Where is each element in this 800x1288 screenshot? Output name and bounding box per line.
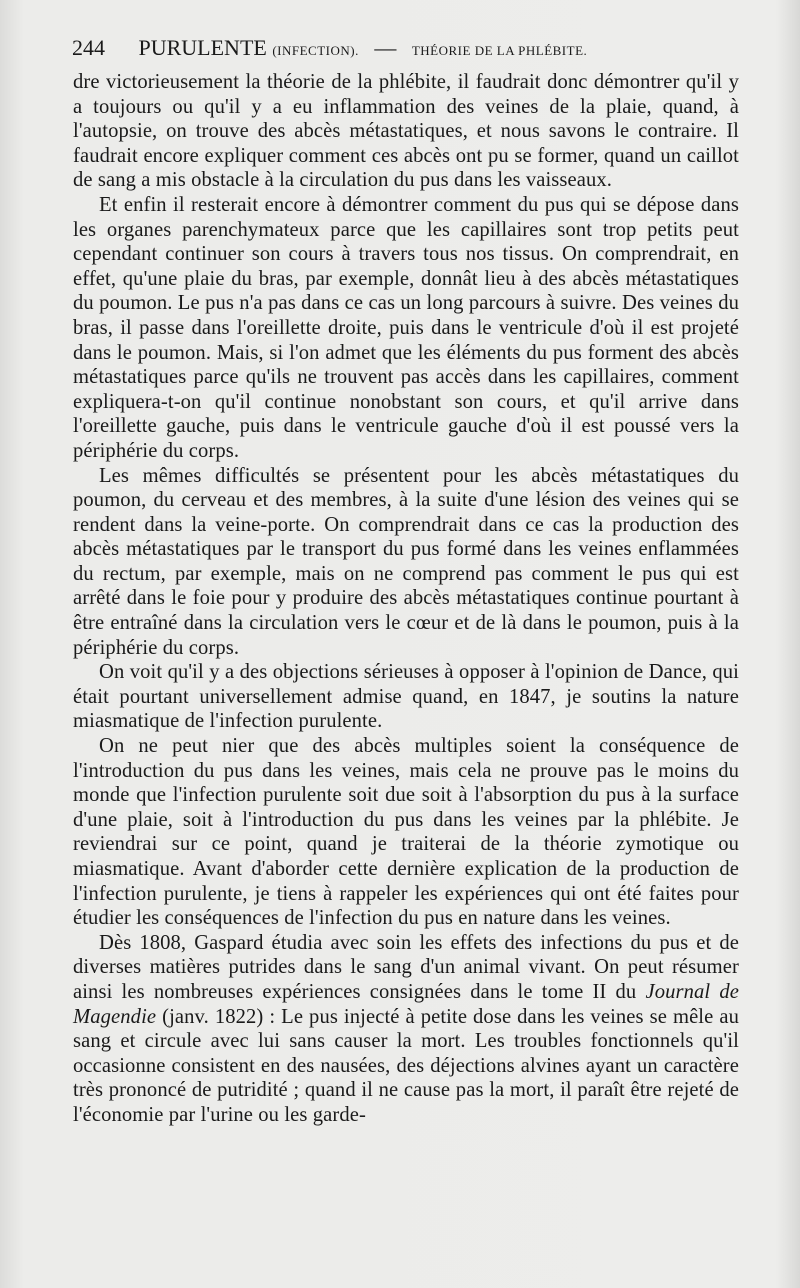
header-title: PURULENTE [138, 35, 267, 60]
header-title-paren: (INFECTION). [272, 43, 359, 58]
paragraph: Les mêmes difficultés se présentent pour les abcès métastatiques du poumon, du cerveau et des membres, à la suite d'une lésion des veines qui se rendent dans la veine-porte. On comprendrait dans ce cas la production des abcès métastatiques par le transport du pus formé dans les veines enflammées du rectum, par exemple, mais on ne comprend pas comment le pus qui est arrêté dans le foie pour y produire des abcès métastatiques continue pourtant à être entraîné dans la circulation vers le cœur et de là dans le poumon, puis à la périphérie du corps. [73, 464, 739, 659]
paragraph-last [73, 931, 739, 1128]
page-number: 244 [72, 35, 105, 60]
paragraph-text: Dès 1808, Gaspard étudia avec soin les effets des infections du pus et de diverses matières putrides dans le sang d'un animal vivant. On peut résumer ainsi les nombreuses expériences consignées dans le tome II du [73, 931, 739, 1003]
running-header [72, 34, 752, 65]
journal-title: Journal de Magendie [73, 980, 739, 1028]
paragraph: Et enfin il resterait encore à démontrer comment du pus qui se dépose dans les organes parenchymateux parce que les capillaires sont trop petits peut cependant continuer son cours à travers tous nos tissus. On comprendrait, en effet, qu'une plaie du bras, par exemple, donnât lieu à des abcès métastatiques du poumon. Le pus n'a pas dans ce cas un long parcours à suivre. Des veines du bras, il passe dans l'oreillette droite, puis dans le ventricule d'où il est projeté dans le poumon. Mais, si l'on admet que les éléments du pus forment des abcès métastatiques parce qu'ils ne trouvent pas accès dans les capillaires, comment expliquera-t-on qu'il continue nonobstant son cours, et qu'il arrive dans l'oreillette gauche, puis dans le ventricule gauche d'où il est poussé vers la périphérie du corps. [73, 193, 739, 462]
paragraph-continued: dre victorieusement la théorie de la phlébite, il faudrait donc démontrer qu'il y a toujours ou qu'il y a eu inflammation des veines de la plaie, quand, à l'autopsie, on trouve des abcès métastatiques, et nous savons le contraire. Il faudrait encore expliquer comment ces abcès ont pu se former, quand un caillot de sang a mis obstacle à la circulation du pus dans les vaisseaux. [73, 71, 739, 192]
paragraph: On ne peut nier que des abcès multiples soient la conséquence de l'introduction du pus dans les veines, mais cela ne prouve pas le moins du monde que l'infection purulente soit due soit à l'absorption du pus à la surface d'une plaie, soit à l'introduction du pus dans les veines par la phlébite. Je reviendrai sur ce point, quand je traiterai de la théorie zymotique ou miasmatique. Avant d'aborder cette dernière explication de la production de l'infection purulente, je tiens à rappeler les expériences qui ont été faites pour étudier les conséquences de l'infection du pus en nature dans les veines. [73, 735, 739, 930]
paragraph: On voit qu'il y a des objections sérieuses à opposer à l'opinion de Dance, qui était pourtant universellement admise quand, en 1847, je soutins la nature miasmatique de l'infection purulente. [73, 661, 739, 733]
paragraph-text: (janv. 1822) : Le pus injecté à petite dose dans les veines se mêle au sang et circule avec lui sans causer la mort. Les troubles fonctionnels qu'il occasionne consistent en des nausées, des déjections alvines ayant un caractère très prononcé de putridité ; quand il ne cause pas la mort, il paraît être rejeté de l'économie par l'urine ou les garde- [73, 1005, 739, 1126]
body-text [73, 70, 739, 1128]
header-subtitle: THÉORIE DE LA PHLÉBITE. [411, 43, 588, 58]
header-dash: — [374, 35, 397, 60]
